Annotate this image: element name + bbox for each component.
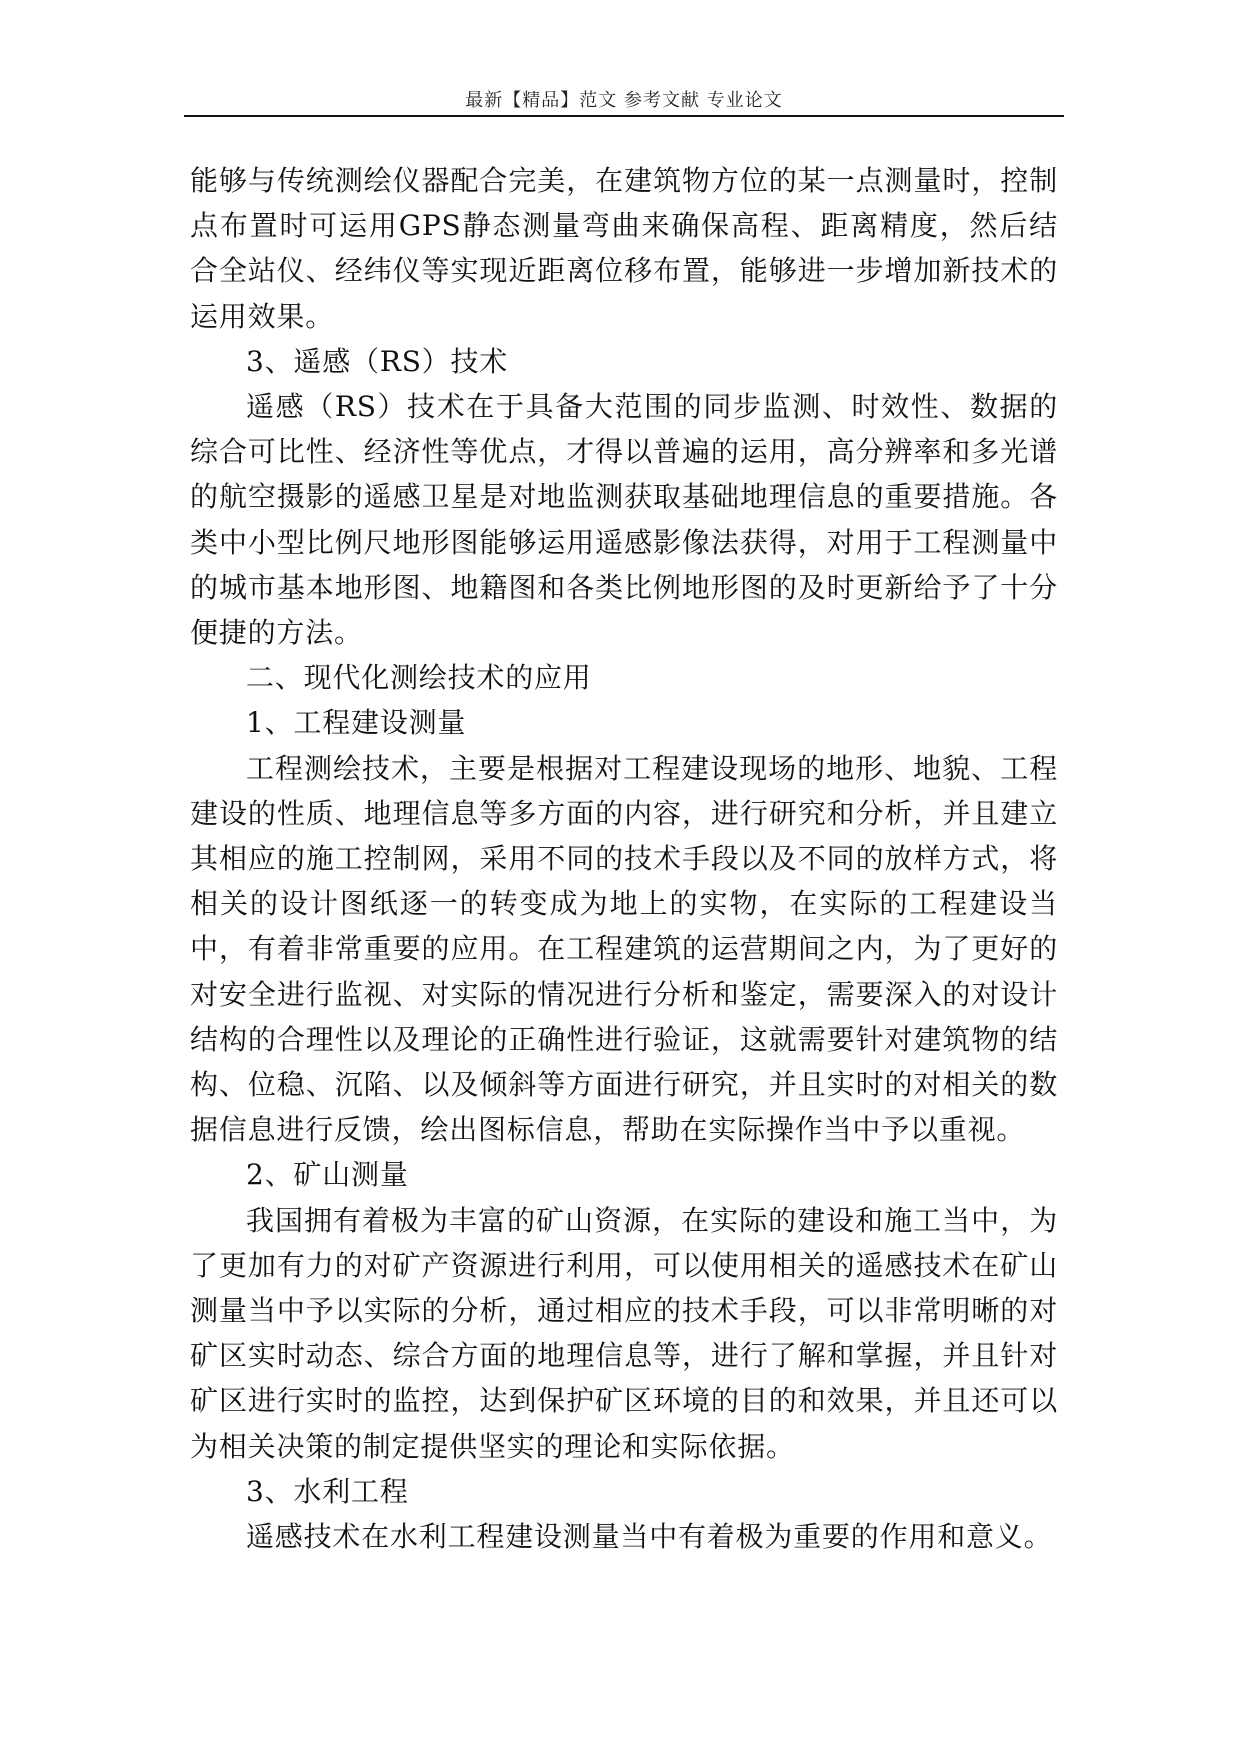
section-heading-applications: 二、现代化测绘技术的应用: [246, 661, 592, 695]
section-heading-rs: 3、遥感（RS）技术: [246, 344, 509, 378]
section-heading-engineering: 1、工程建设测量: [246, 706, 467, 740]
document-body: [190, 158, 1058, 1559]
paragraph-continuation: 能够与传统测绘仪器配合完美，在建筑物方位的某一点测量时，控制点布置时可运用GPS静态测量弯曲来确保高程、距离精度，然后结合全站仪、经纬仪等实现近距离位移布置，能够进一步增加新技术的运用效果。: [190, 164, 1058, 333]
paragraph-mining: 我国拥有着极为丰富的矿山资源，在实际的建设和施工当中，为了更加有力的对矿产资源进行利用，可以使用相关的遥感技术在矿山测量当中予以实际的分析，通过相应的技术手段，可以非常明晰的对矿区实时动态、综合方面的地理信息等，进行了解和掌握，并且针对矿区进行实时的监控，达到保护矿区环境的目的和效果，并且还可以为相关决策的制定提供坚实的理论和实际依据。: [190, 1203, 1058, 1463]
header-divider: [184, 115, 1064, 117]
section-heading-water: 3、水利工程: [246, 1474, 409, 1508]
page-header: 最新【精品】范文 参考文献 专业论文: [465, 90, 783, 111]
section-heading-mining: 2、矿山测量: [246, 1158, 409, 1192]
paragraph-engineering: 工程测绘技术，主要是根据对工程建设现场的地形、地貌、工程建设的性质、地理信息等多方面的内容，进行研究和分析，并且建立其相应的施工控制网，采用不同的技术手段以及不同的放样方式，将相关的设计图纸逐一的转变成为地上的实物，在实际的工程建设当中，有着非常重要的应用。在工程建筑的运营期间之内，为了更好的对安全进行监视、对实际的情况进行分析和鉴定，需要深入的对设计结构的合理性以及理论的正确性进行验证，这就需要针对建筑物的结构、位稳、沉陷、以及倾斜等方面进行研究，并且实时的对相关的数据信息进行反馈，绘出图标信息，帮助在实际操作当中予以重视。: [190, 751, 1058, 1147]
paragraph-rs: 遥感（RS）技术在于具备大范围的同步监测、时效性、数据的综合可比性、经济性等优点，才得以普遍的运用，高分辨率和多光谱的航空摄影的遥感卫星是对地监测获取基础地理信息的重要措施。各类中小型比例尺地形图能够运用遥感影像法获得，对用于工程测量中的城市基本地形图、地籍图和各类比例地形图的及时更新给予了十分便捷的方法。: [190, 390, 1058, 650]
paragraph-water: 遥感技术在水利工程建设测量当中有着极为重要的作用和意义。: [246, 1520, 1053, 1554]
